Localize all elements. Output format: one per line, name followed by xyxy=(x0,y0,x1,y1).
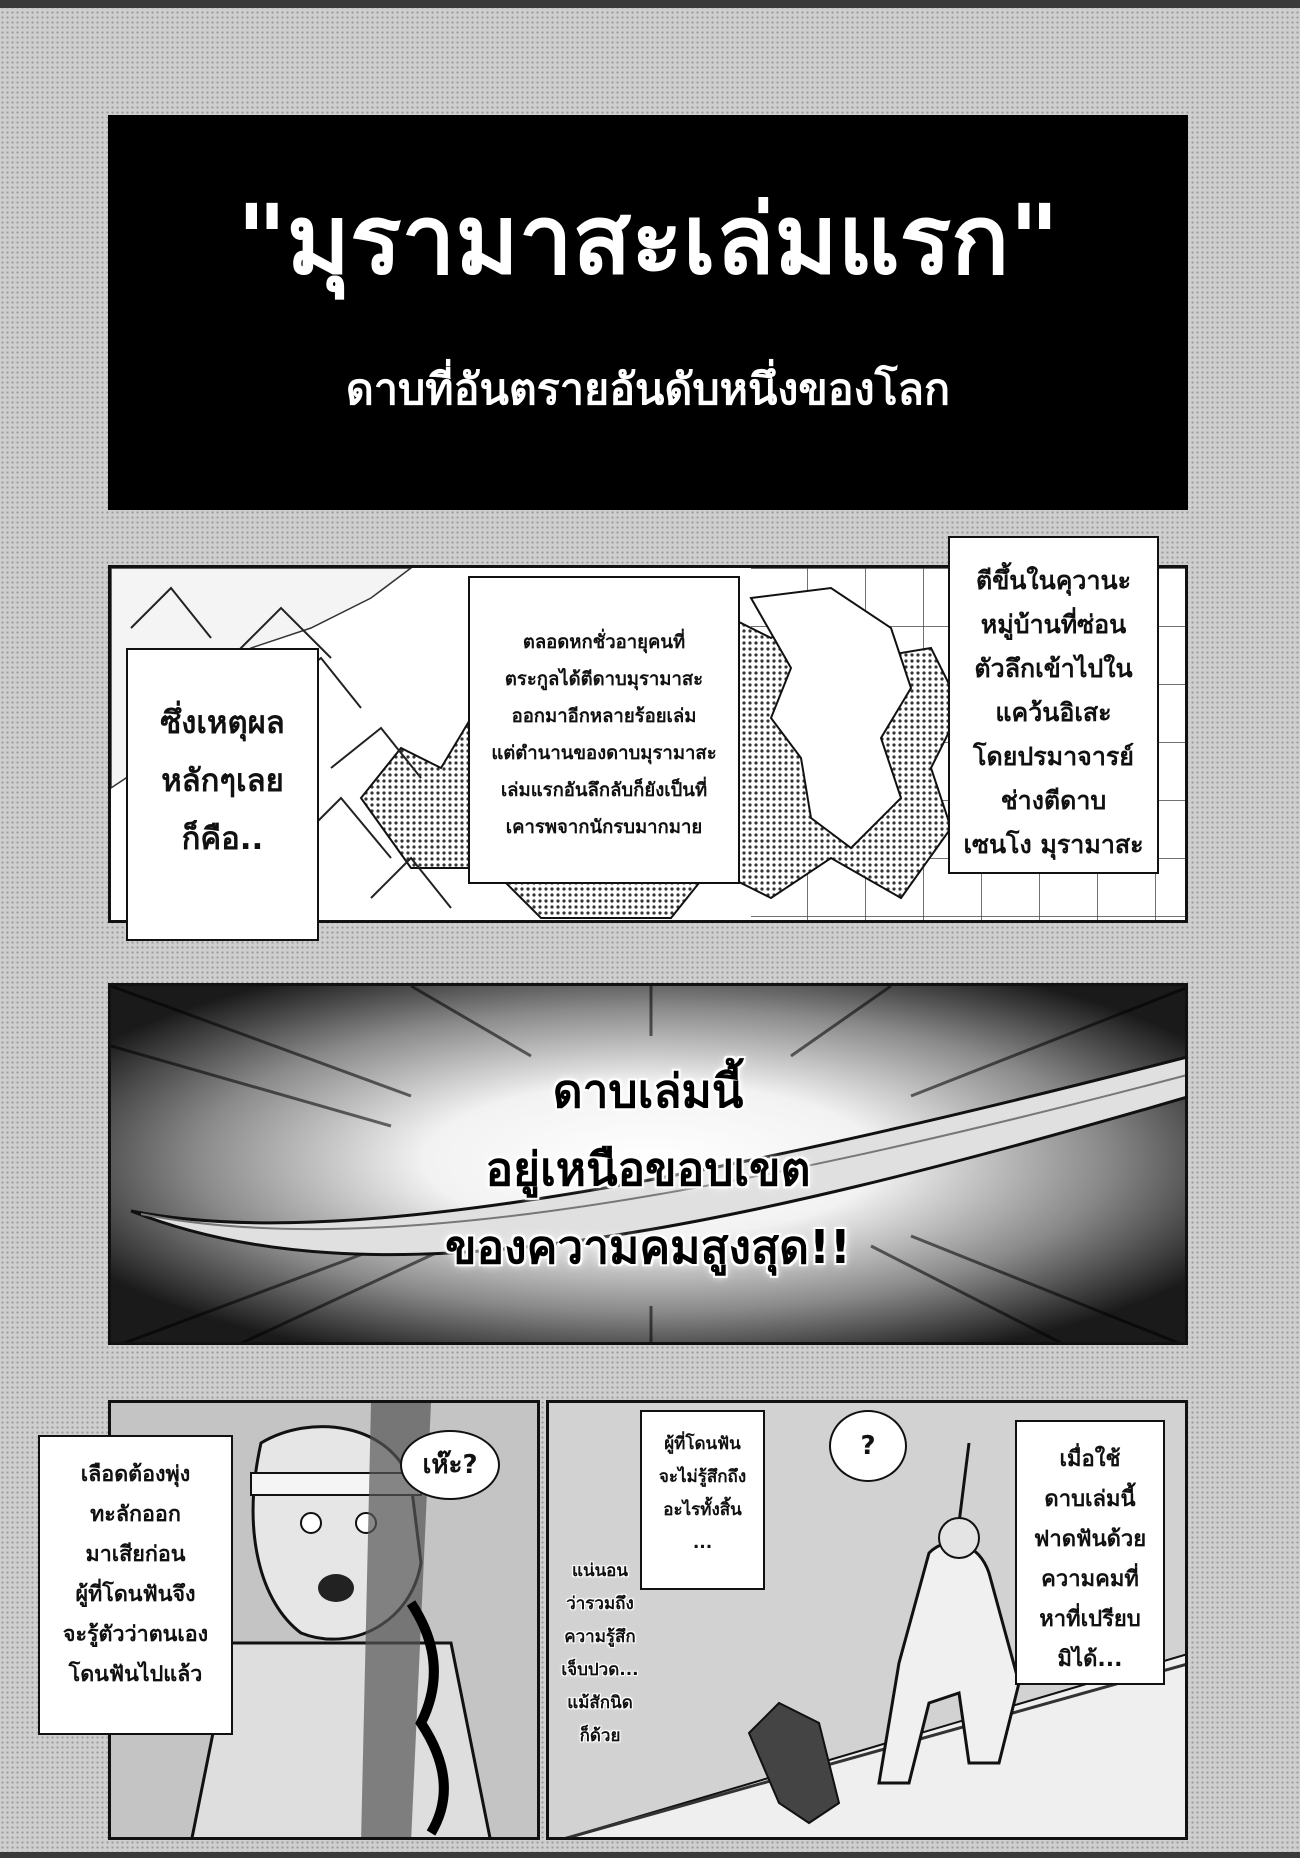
speech-bubble-heh: เห๊ะ? xyxy=(400,1430,500,1500)
caption-line: ตระกูลได้ตีดาบมุรามาสะ xyxy=(504,669,704,690)
caption-line: ดาบเล่มนี้ xyxy=(1044,1487,1136,1512)
caption-line: แต่ตำนานของดาบมุรามาสะ xyxy=(491,743,717,764)
caption-line: เมื่อใช้ xyxy=(1059,1447,1121,1472)
caption-box-sharpness xyxy=(1015,1420,1165,1685)
caption-box-middle xyxy=(468,576,740,884)
caption-line: หาที่เปรียบ xyxy=(1039,1607,1141,1632)
caption-line: เคารพจากนักรบมากมาย xyxy=(505,817,703,838)
page-bottom-border xyxy=(0,1852,1300,1858)
caption-line: ช่างตีดาบ xyxy=(1000,786,1107,815)
caption-line: เจ็บปวด... xyxy=(561,1660,639,1680)
caption-line: ฟาดฟันด้วย xyxy=(1033,1527,1147,1552)
caption-box-right xyxy=(948,536,1159,874)
caption-line: แม้สักนิด xyxy=(567,1693,633,1713)
caption-line: ผู้ที่โดนฟัน xyxy=(664,1434,741,1454)
caption-line: มาเสียก่อน xyxy=(85,1542,186,1567)
sword-panel xyxy=(108,983,1188,1345)
sword-dialogue xyxy=(111,1052,1185,1286)
caption-line: ว่ารวมถึง xyxy=(566,1594,634,1614)
caption-line: ก็คือ.. xyxy=(181,821,264,857)
caption-line: ... xyxy=(692,1533,713,1553)
page-top-border xyxy=(0,0,1300,8)
dialogue-line: อยู่เหนือขอบเขต xyxy=(485,1142,811,1196)
title-panel xyxy=(108,115,1188,510)
caption-line: ซึ่งเหตุผล xyxy=(160,705,285,741)
caption-line: เซนโง มุรามาสะ xyxy=(963,830,1144,859)
caption-line: จะรู้ตัวว่าตนเอง xyxy=(62,1622,209,1647)
caption-box-blood xyxy=(38,1435,233,1735)
dialogue-line: ดาบเล่มนี้ xyxy=(552,1064,744,1118)
caption-line: แคว้นอิเสะ xyxy=(995,698,1112,727)
caption-pain xyxy=(540,1555,660,1753)
chapter-subtitle: ดาบที่อันตรายอันดับหนึ่งของโลก xyxy=(345,365,951,415)
dialogue-line: ของความคมสูงสุด!! xyxy=(445,1220,851,1274)
caption-line: ผู้ที่โดนฟันจึง xyxy=(75,1582,196,1607)
caption-line: ตลอดหกชั่วอายุคนที่ xyxy=(522,632,686,653)
caption-line: ความคมที่ xyxy=(1041,1567,1139,1592)
caption-line: มิได้... xyxy=(1057,1647,1123,1672)
caption-line: อะไรทั้งสิ้น xyxy=(663,1500,742,1520)
caption-line: โดนฟันไปแล้ว xyxy=(68,1662,203,1687)
caption-box-left xyxy=(126,648,319,941)
caption-line: ทะลักออก xyxy=(90,1502,181,1527)
caption-line: โดยปรมาจารย์ xyxy=(973,742,1134,771)
chapter-title: "มุรามาสะเล่มแรก" xyxy=(236,184,1060,296)
caption-line: ตีขึ้นในคุวานะ xyxy=(975,566,1132,595)
caption-line: เลือดต้องพุ่ง xyxy=(80,1462,191,1487)
caption-line: หมู่บ้านที่ซ่อน xyxy=(980,610,1127,639)
caption-line: จะไม่รู้สึกถึง xyxy=(658,1467,747,1487)
caption-line: ตัวลึกเข้าไปใน xyxy=(974,654,1133,683)
caption-line: ความรู้สึก xyxy=(564,1627,636,1647)
caption-line: หลักๆเลย xyxy=(161,763,284,799)
caption-line: เล่มแรกอันลึกลับก็ยังเป็นที่ xyxy=(500,780,708,801)
caption-line: แน่นอน xyxy=(571,1561,629,1581)
caption-line: ก็ด้วย xyxy=(579,1726,621,1746)
caption-line: ออกมาอีกหลายร้อยเล่ม xyxy=(511,706,697,727)
speech-bubble-question: ? xyxy=(829,1410,907,1482)
